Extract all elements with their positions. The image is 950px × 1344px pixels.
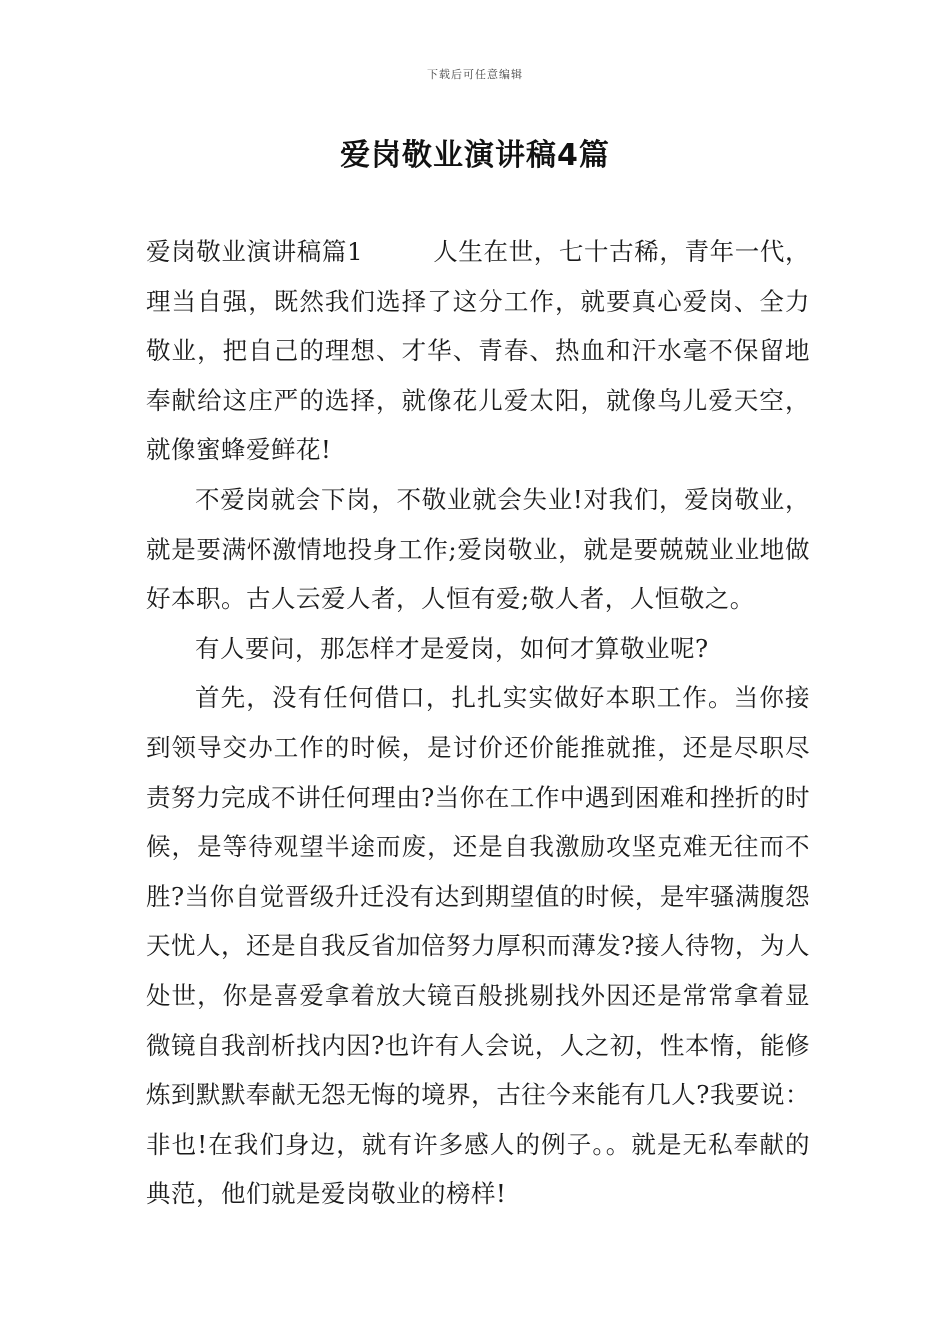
paragraph-4: 首先，没有任何借口，扎扎实实做好本职工作。当你接到领导交办工作的时候，是讨价还价能推就推，还是尽职尽责努力完成不讲任何理由?当你在工作中遇到困难和挫折的时候，是等待观望半途而废，还是自我激励攻坚克难无往而不胜?当你自觉晋级升迁没有达到期望值的时候，是牢骚满腹怨天忧人，还是自我反省加倍努力厚积而薄发?接人待物，为人处世，你是喜爱拿着放大镜百般挑剔找外因还是常常拿着显微镜自我剖析找内因?也许有人会说，人之初，性本惰，能修炼到默默奉献无怨无悔的境界，古往今来能有几人?我要说：非也!在我们身边，就有许多感人的例子。。就是无私奉献的典范，他们就是爱岗敬业的榜样!: [146, 683, 810, 1209]
document-title: 爱岗敬业演讲稿4篇: [340, 138, 610, 173]
paragraph-1-text: 人生在世，七十古稀，青年一代，理当自强，既然我们选择了这分工作，就要真心爱岗、全力敬业，把自己的理想、才华、青春、热血和汗水毫不保留地奉献给这庄严的选择，就像花儿爱太阳，就像鸟儿爱天空，就像蜜蜂爱鲜花!: [146, 237, 811, 465]
paragraph-2: 不爱岗就会下岗，不敬业就会失业!对我们，爱岗敬业，就是要满怀激情地投身工作;爱岗敬业，就是要兢兢业业地做好本职。古人云爱人者，人恒有爱;敬人者，人恒敬之。: [146, 484, 810, 614]
section-lead: 爱岗敬业演讲稿篇1: [146, 237, 364, 266]
paragraph-3: 有人要问，那怎样才是爱岗，如何才算敬业呢?: [195, 633, 709, 663]
document-body: [146, 227, 810, 1219]
paragraph-1: [146, 227, 810, 475]
header-note: 下载后可任意编辑: [427, 68, 523, 81]
